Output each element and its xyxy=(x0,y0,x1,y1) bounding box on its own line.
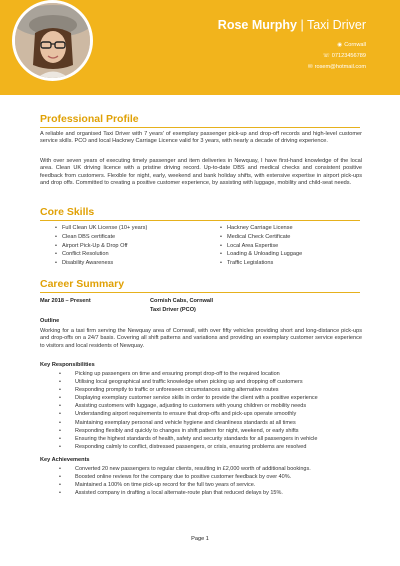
contact-location xyxy=(308,40,366,51)
profile-heading: Professional Profile xyxy=(40,113,139,125)
responsibility-item: • Responding flexibly and quickly to changes in shift pattern for night, weekend, or early shifts xyxy=(40,427,370,435)
responsibility-item: • Utilising local geographical and traffic knowledge when picking up and dropping off customers xyxy=(40,378,370,386)
email-icon: ✉ xyxy=(308,64,313,70)
location-text: Cornwall xyxy=(344,42,366,48)
skill-item: • Disability Awareness xyxy=(55,259,147,268)
email-text[interactable]: rosem@hotmail.com xyxy=(314,64,366,70)
profile-divider xyxy=(40,127,360,128)
achievement-item: • Boosted online reviews for the company due to positive customer feedback by over 40%. xyxy=(40,473,370,481)
skill-item: • Local Area Expertise xyxy=(220,242,302,251)
job-outline: Working for a taxi firm serving the Newquay area of Cornwall, with over fifty vehicles providing short and long-distance pick-ups and drop-offs on a 24/7 basis. Covering all shift patterns and variations and providing an exemplary customer service experience to visitors and local residents of Newquay. xyxy=(40,328,362,349)
skill-item: • Airport Pick-Up & Drop Off xyxy=(55,242,147,251)
skills-heading: Core Skills xyxy=(40,206,95,218)
responsibilities-label: Key Responsibilities xyxy=(40,362,95,368)
profile-photo xyxy=(12,0,93,81)
career-divider xyxy=(40,292,360,293)
page-number: Page 1 xyxy=(191,536,209,542)
job-company: Cornish Cabs, Cornwall xyxy=(150,298,214,304)
header-banner xyxy=(0,0,400,95)
achievements-list xyxy=(40,465,370,497)
outline-label: Outline xyxy=(40,318,60,324)
career-heading: Career Summary xyxy=(40,278,125,290)
skill-item: • Loading & Unloading Luggage xyxy=(220,250,302,259)
profile-paragraph-1: A reliable and organised Taxi Driver with 7 years' of exemplary passenger pick-up and drop-off records and high-level customer service skills. PCO and local Hackney Carriage Licence valid for 3 years, with nearly a decade of driving experience. xyxy=(40,131,362,145)
responsibility-item: • Displaying exemplary customer service skills in order to provide the client with a positive experience xyxy=(40,394,370,402)
achievement-item: • Converted 20 new passengers to regular clients, resulting in £2,000 worth of additional bookings. xyxy=(40,465,370,473)
skill-item: • Hackney Carriage License xyxy=(220,224,302,233)
location-icon: ◉ xyxy=(337,42,343,48)
skills-list-left xyxy=(55,224,147,268)
portrait-image xyxy=(15,3,90,78)
achievements-label: Key Achievements xyxy=(40,457,90,463)
candidate-name: Rose Murphy xyxy=(217,18,297,32)
skill-item: • Conflict Resolution xyxy=(55,250,147,259)
responsibility-item: • Understanding airport requirements to ensure that drop-offs and pick-ups operate smoothly xyxy=(40,410,370,418)
achievement-item: • Maintained a 100% on time pick-up record for the full two years of service. xyxy=(40,481,370,489)
responsibility-item: • Assisting customers with luggage, adjusting to customers with young children or mobility needs xyxy=(40,402,370,410)
phone-text: 07123456789 xyxy=(331,53,366,59)
profile-paragraph-2: With over seven years of executing timely passenger and item deliveries in Newquay, I have first-hand knowledge of the local area. Clean UK driving licence with a pristine driving record. Up-to-date DBS and medical checks and consistent positive feedback from customers. Flexible for night, early, weekend and bank holiday shifts, with extensive expertise in airport pick-ups and drop offs. Committed to creating a positive customer experience, by assisting with luggage, mobility and child-seat needs. xyxy=(40,158,362,186)
responsibility-item: • Maintaining exemplary personal and vehicle hygiene and cleanliness standards at all times xyxy=(40,419,370,427)
skill-item: • Traffic Legislations xyxy=(220,259,302,268)
responsibility-item: • Responding promptly to traffic or unforeseen circumstances using alternative routes xyxy=(40,386,370,394)
phone-icon: ☏ xyxy=(322,53,330,59)
responsibilities-list xyxy=(40,370,370,451)
job-title: Taxi Driver xyxy=(306,18,366,32)
skill-item: • Full Clean UK License (10+ years) xyxy=(55,224,147,233)
contact-details xyxy=(308,40,366,73)
responsibility-item: • Picking up passengers on time and ensuring prompt drop-off to the required location xyxy=(40,370,370,378)
name-title-line xyxy=(218,18,366,32)
skills-list-right xyxy=(220,224,302,268)
skills-divider xyxy=(40,220,360,221)
title-separator: | xyxy=(296,18,307,32)
contact-email[interactable] xyxy=(308,62,366,73)
responsibility-item: • Ensuring the highest standards of health, safety and security standards for all passengers in vehicle xyxy=(40,435,370,443)
skill-item: • Medical Check Certificate xyxy=(220,233,302,242)
job-role: Taxi Driver (PCO) xyxy=(150,307,196,313)
responsibility-item: • Responding calmly to conflict, distressed passengers, or crisis, ensuring problems are resolved xyxy=(40,443,370,451)
achievement-item: • Assisted company in drafting a local alternate-route plan that reduced delays by 15%. xyxy=(40,489,370,497)
contact-phone xyxy=(308,51,366,62)
job-dates: Mar 2018 – Present xyxy=(40,298,91,304)
skill-item: • Clean DBS certificate xyxy=(55,233,147,242)
